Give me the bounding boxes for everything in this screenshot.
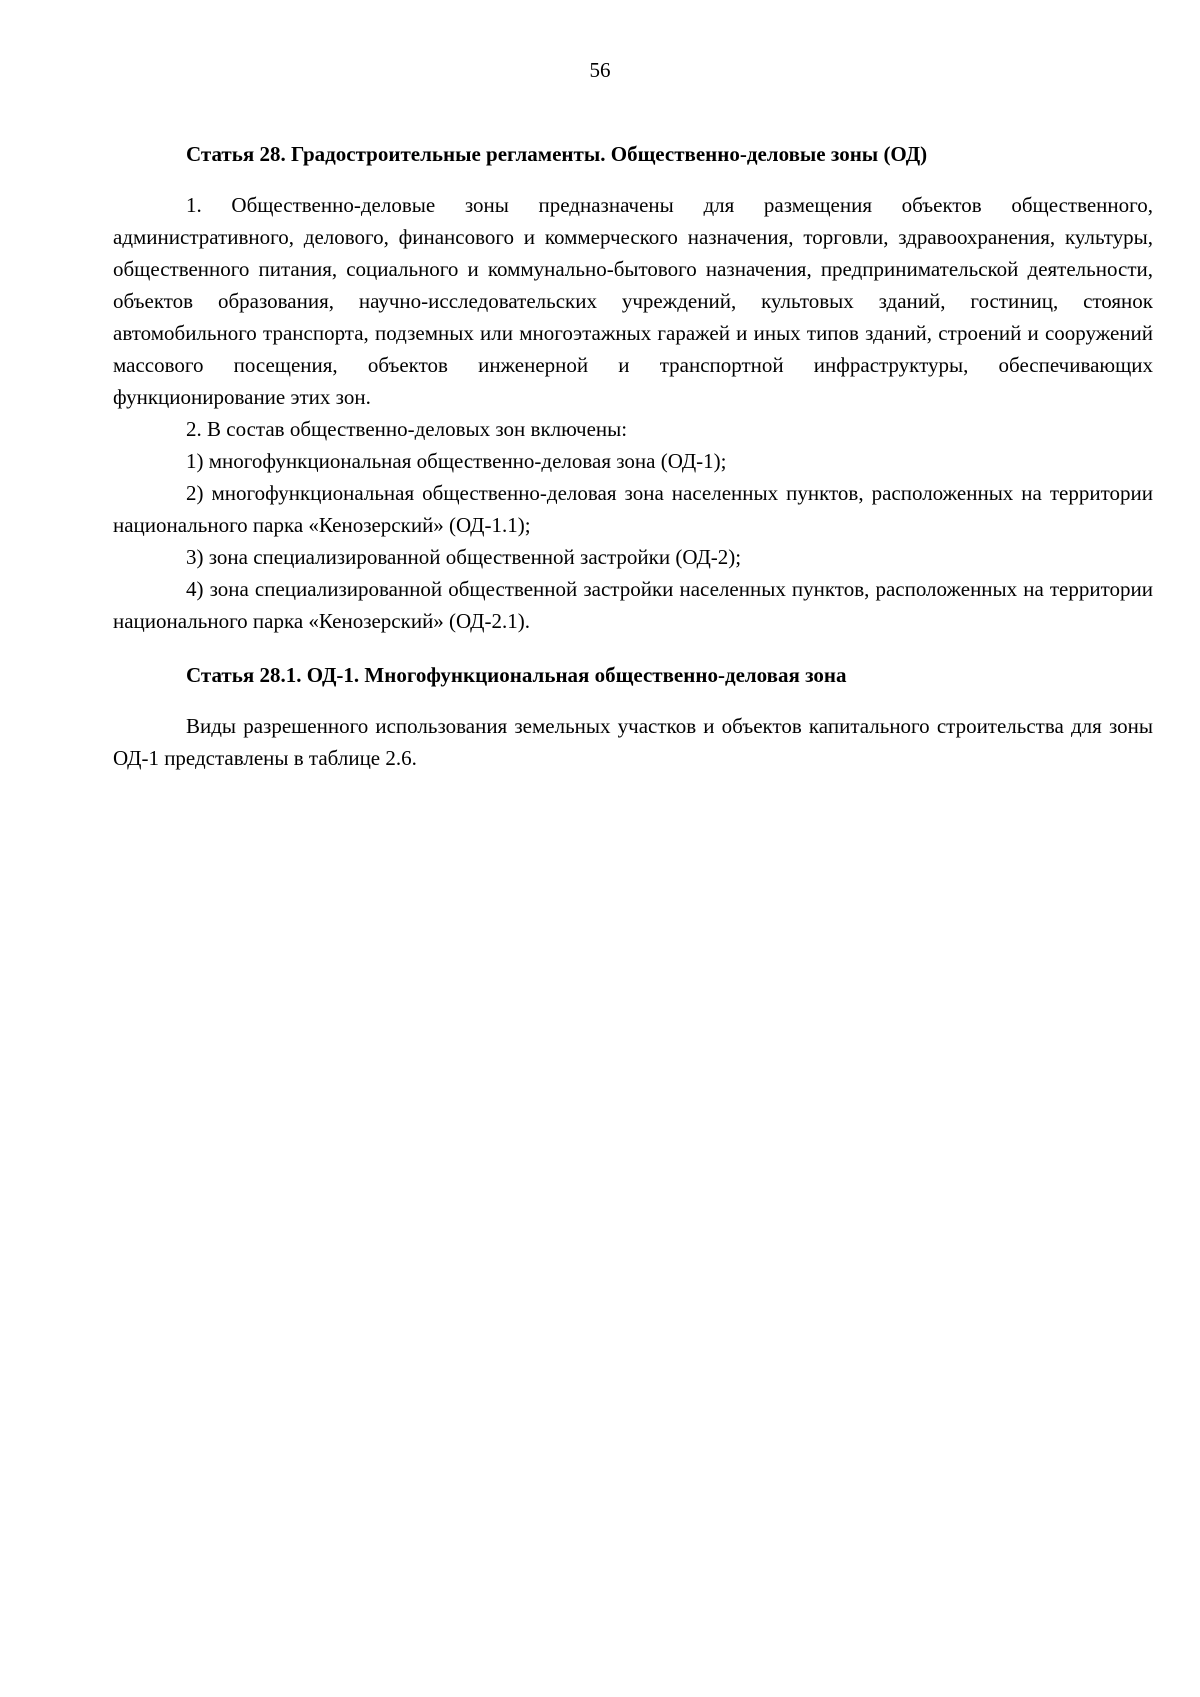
zone-list-item-od-1: 1) многофункциональная общественно-деловая зона (ОД-1); xyxy=(186,449,727,473)
article-28-paragraph-2: 2. В состав общественно-деловых зон включены: xyxy=(186,417,628,441)
article-28-1-heading: Статья 28.1. ОД-1. Многофункциональная общественно-деловая зона xyxy=(186,663,847,687)
page-number: 56 xyxy=(589,58,611,82)
article-28 xyxy=(113,138,1153,637)
zone-list-item-od-1-1: 2) многофункциональная общественно-деловая зона населенных пунктов, расположенных на территории национального парка «Кенозерский» (ОД-1.1); xyxy=(113,481,1153,537)
article-28-heading: Статья 28. Градостроительные регламенты. Общественно-деловые зоны (ОД) xyxy=(186,142,928,166)
zone-list-item-od-2-1: 4) зона специализированной общественной застройки населенных пунктов, расположенных на территории национального парка «Кенозерский» (ОД-2.1). xyxy=(113,577,1153,633)
zone-list-item-od-2: 3) зона специализированной общественной застройки (ОД-2); xyxy=(186,545,742,569)
article-28-1-paragraph-1: Виды разрешенного использования земельных участков и объектов капитального строительства для зоны ОД-1 представлены в таблице 2.6. xyxy=(113,714,1153,770)
article-28-1 xyxy=(113,659,1153,774)
page-content xyxy=(113,138,1153,774)
article-28-paragraph-1: 1. Общественно-деловые зоны предназначены для размещения объектов общественного, административного, делового, финансового и коммерческого назначения, торговли, здравоохранения, культуры, общественного питания, социального и коммунально-бытового назначения, предпринимательской деятельности, объектов образования, научно-исследовательских учреждений, культовых зданий, гостиниц, стоянок автомобильного транспорта, подземных или многоэтажных гаражей и иных типов зданий, строений и сооружений массового посещения, объектов инженерной и транспортной инфраструктуры, обеспечивающих функционирование этих зон. xyxy=(113,193,1153,409)
